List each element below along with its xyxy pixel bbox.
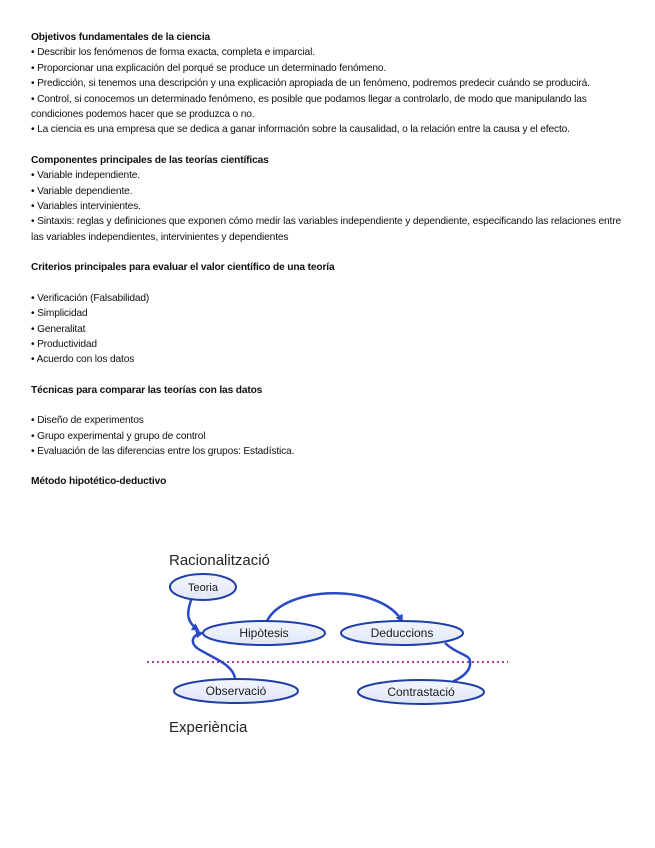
list-item: • Grupo experimental y grupo de control: [31, 430, 206, 442]
section-heading: Componentes principales de las teorías científicas: [31, 154, 269, 166]
bottom-label: Experiència: [169, 719, 248, 736]
diagram-svg: [140, 545, 520, 745]
node-label: Teoria: [188, 582, 218, 594]
section-criterios: [31, 260, 621, 367]
list-item: • Variables intervinientes.: [31, 201, 141, 213]
list-item: • Describir los fenómenos de forma exacta, completa e imparcial.: [31, 47, 315, 59]
node-label: Contrastació: [387, 685, 455, 699]
node-hipotesis: [203, 621, 325, 645]
section-heading: Técnicas para comparar las teorías con las datos: [31, 384, 263, 396]
node-label: Observació: [205, 684, 267, 698]
section-metodo: [31, 474, 621, 489]
list-item: • Sintaxis: reglas y definiciones que exponen cómo medir las variables independiente y dependiente, especificando las relaciones entre las variables independientes, intervinientes y dependientes: [31, 216, 621, 243]
list-item: • Control, si conocemos un determinado fenómeno, es posible que podamos llegar a controlarlo, de modo que manipulando las condiciones podemos hacer que se produzca o no.: [31, 93, 587, 121]
section-objetivos: [31, 30, 621, 138]
list-item: • Variable dependiente.: [31, 185, 133, 197]
top-label: Racionalització: [169, 552, 270, 569]
list-item: • Proporcionar una explicación del porqué se produce un determinado fenómeno.: [31, 62, 387, 74]
list-item: • Acuerdo con los datos: [31, 354, 135, 366]
node-label: Deduccions: [370, 626, 434, 640]
section-heading: Método hipotético-deductivo: [31, 476, 167, 488]
section-heading: Objetivos fundamentales de la ciencia: [31, 32, 211, 43]
list-item: • La ciencia es una empresa que se dedica a ganar información sobre la causalidad, o la relación entre la causa y el efecto.: [31, 124, 570, 136]
arrow-hipotesis-deduccions: [267, 593, 402, 621]
section-heading: Criterios principales para evaluar el valor científico de una teoría: [31, 262, 335, 274]
list-item: • Diseño de experimentos: [31, 415, 144, 427]
hypothetico-deductive-diagram: [140, 545, 520, 745]
node-observacio: [174, 679, 298, 703]
list-item: • Generalitat: [31, 323, 86, 335]
node-contrastacio: [358, 680, 484, 704]
list-item: • Predicción, si tenemos una descripción y una explicación apropiada de un fenómeno, podremos predecir cuándo se producirá.: [31, 78, 590, 90]
list-item: • Productividad: [31, 338, 97, 350]
section-componentes: [31, 153, 621, 245]
node-deduccions: [341, 621, 463, 645]
node-label: Hipòtesis: [239, 626, 289, 640]
node-teoria: [170, 574, 236, 600]
list-item: • Evaluación de las diferencias entre los grupos: Estadística.: [31, 445, 295, 457]
list-item: • Variable independiente.: [31, 170, 140, 182]
list-item: • Verificación (Falsabilidad): [31, 292, 150, 304]
list-item: • Simplicidad: [31, 308, 88, 320]
document-body: [31, 30, 621, 505]
arrow-teoria-hipotesis: [188, 597, 198, 630]
section-tecnicas: [31, 383, 621, 460]
